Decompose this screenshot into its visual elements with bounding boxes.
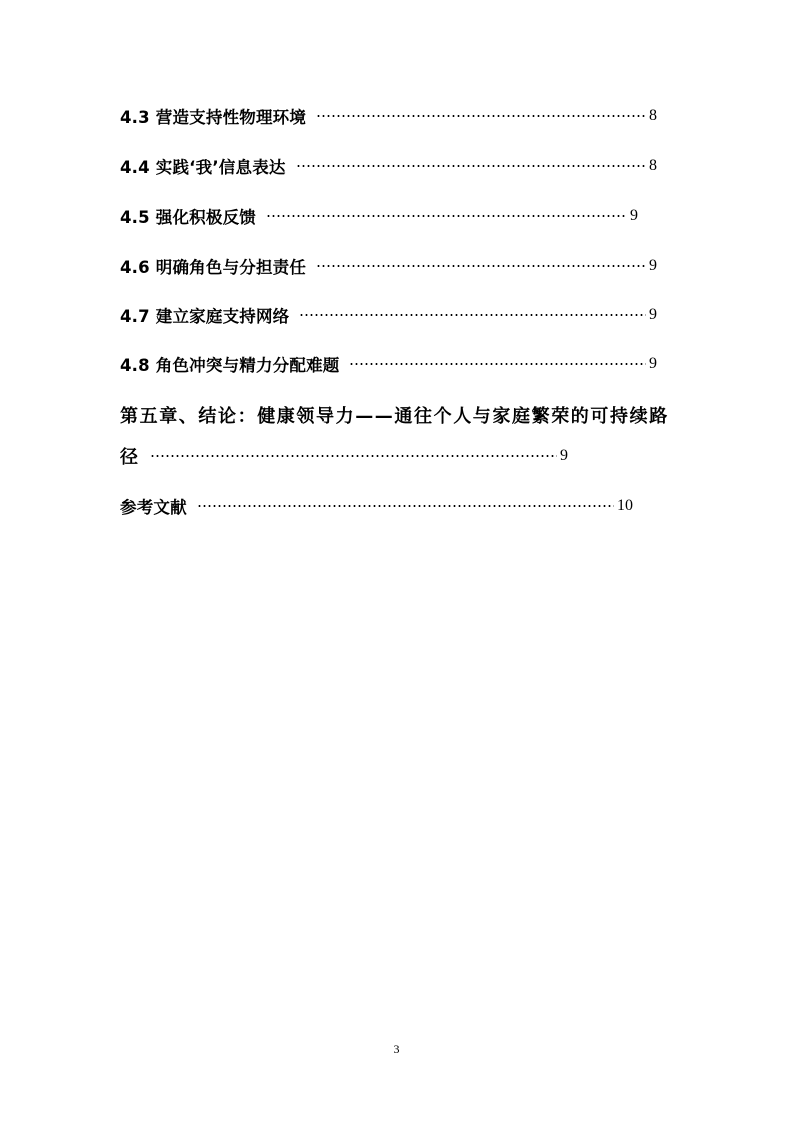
toc-entry-page: 9: [649, 257, 657, 274]
toc-entry-title: 4.3 营造支持性物理环境: [120, 108, 307, 127]
toc-entry-4-5[interactable]: [120, 204, 638, 228]
toc-entry-page: 9: [560, 447, 568, 464]
toc-entry-page: 9: [630, 207, 638, 224]
toc-entry-page: 10: [617, 497, 633, 514]
toc-entry-4-3[interactable]: [120, 104, 657, 128]
toc-entry-4-6[interactable]: [120, 254, 657, 278]
toc-entry-title: 4.4 实践‘我’信息表达: [120, 158, 286, 177]
toc-entry-references[interactable]: [120, 494, 633, 518]
toc-entry-page: 8: [649, 157, 657, 174]
toc-entry-title: 4.8 角色冲突与精力分配难题: [120, 356, 340, 375]
toc-dot-leader: [266, 215, 627, 217]
page-number: 3: [393, 1042, 400, 1056]
toc-entry-page: 8: [649, 107, 657, 124]
toc-entry-chapter-5[interactable]: [120, 402, 669, 428]
toc-entry-title: 4.7 建立家庭支持网络: [120, 307, 290, 326]
toc-dot-leader: [349, 363, 646, 365]
toc-entry-title: 4.6 明确角色与分担责任: [120, 258, 307, 277]
toc-entry-title: 4.5 强化积极反馈: [120, 208, 256, 227]
toc-dot-leader: [299, 314, 646, 316]
toc-dot-leader: [296, 165, 646, 167]
toc-chapter-title-line2: 径: [120, 447, 140, 468]
toc-dot-leader: [197, 505, 614, 507]
toc-entry-page: 9: [649, 355, 657, 372]
toc-dot-leader: [150, 455, 557, 457]
toc-entry-page: 9: [649, 306, 657, 323]
toc-entry-title: 参考文献: [120, 498, 187, 517]
toc-dot-leader: [316, 265, 646, 267]
toc-entry-chapter-5-continued[interactable]: [120, 444, 568, 468]
toc-entry-4-7[interactable]: [120, 303, 657, 327]
toc-chapter-title-line1: 第五章、结论：健康领导力——通往个人与家庭繁荣的可持续路: [120, 406, 669, 427]
toc-entry-4-4[interactable]: [120, 154, 657, 178]
toc-entry-4-8[interactable]: [120, 352, 657, 376]
toc-dot-leader: [316, 115, 646, 117]
